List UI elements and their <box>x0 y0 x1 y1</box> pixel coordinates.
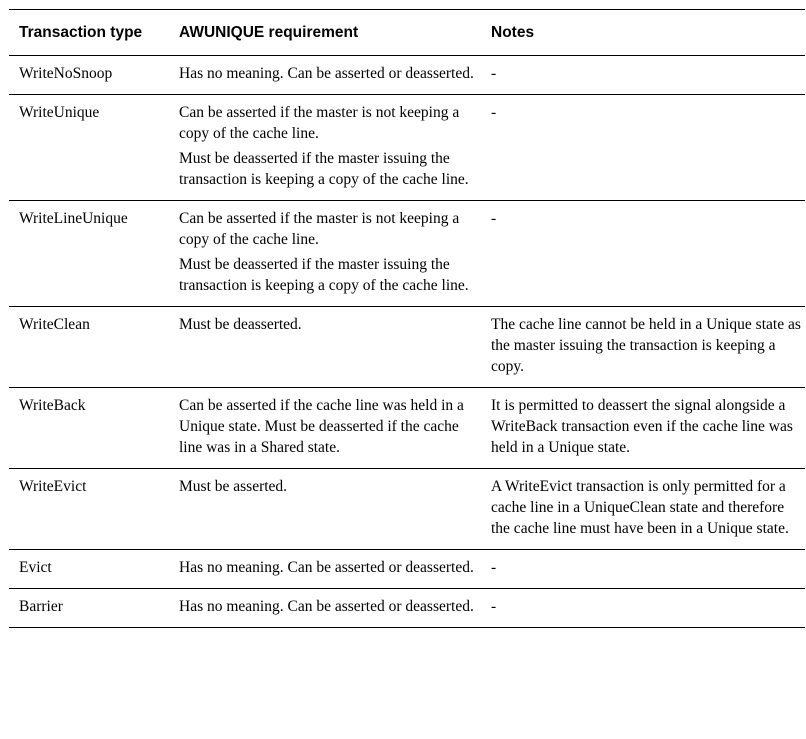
cell-awunique-requirement <box>169 550 481 589</box>
requirement-paragraph: Can be asserted if the master is not keeping a copy of the cache line. <box>179 104 460 142</box>
requirement-paragraph: Can be asserted if the master is not keeping a copy of the cache line. <box>179 210 460 248</box>
table-row <box>9 95 805 201</box>
cell-awunique-requirement <box>169 56 481 95</box>
cell-awunique-requirement <box>169 307 481 388</box>
table-row <box>9 201 805 307</box>
requirement-paragraph: Has no meaning. Can be asserted or deasserted. <box>179 559 474 576</box>
cell-transaction-type: WriteEvict <box>9 469 169 550</box>
header-awunique-requirement: AWUNIQUE requirement <box>169 10 481 56</box>
requirement-paragraph: Must be deasserted if the master issuing the transaction is keeping a copy of the cache line. <box>179 256 469 294</box>
requirement-paragraph: Must be deasserted if the master issuing the transaction is keeping a copy of the cache line. <box>179 150 469 188</box>
cell-transaction-type: WriteBack <box>9 388 169 469</box>
table-header <box>9 10 805 56</box>
cell-notes: The cache line cannot be held in a Unique state as the master issuing the transaction is keeping a copy. <box>481 307 805 388</box>
cell-transaction-type: Barrier <box>9 589 169 628</box>
table-row <box>9 56 805 95</box>
cell-notes: - <box>481 201 805 307</box>
cell-awunique-requirement <box>169 95 481 201</box>
cell-transaction-type: WriteUnique <box>9 95 169 201</box>
awunique-table <box>9 9 805 628</box>
cell-notes: - <box>481 56 805 95</box>
header-row <box>9 10 805 56</box>
cell-awunique-requirement <box>169 388 481 469</box>
cell-notes: It is permitted to deassert the signal alongside a WriteBack transaction even if the cache line was held in a Unique state. <box>481 388 805 469</box>
cell-transaction-type: WriteClean <box>9 307 169 388</box>
requirement-paragraph: Must be deasserted. <box>179 316 302 333</box>
cell-awunique-requirement <box>169 469 481 550</box>
requirement-paragraph: Must be asserted. <box>179 478 288 495</box>
cell-notes: - <box>481 550 805 589</box>
cell-notes: - <box>481 589 805 628</box>
table-row <box>9 307 805 388</box>
table-body <box>9 56 805 628</box>
requirement-paragraph: Has no meaning. Can be asserted or deasserted. <box>179 598 474 615</box>
cell-awunique-requirement <box>169 589 481 628</box>
requirement-paragraph: Can be asserted if the cache line was held in a Unique state. Must be deasserted if the cache line was in a Shared state. <box>179 397 464 456</box>
cell-transaction-type: WriteLineUnique <box>9 201 169 307</box>
table-row <box>9 469 805 550</box>
cell-awunique-requirement <box>169 201 481 307</box>
table-row <box>9 388 805 469</box>
header-transaction-type: Transaction type <box>9 10 169 56</box>
cell-transaction-type: Evict <box>9 550 169 589</box>
header-notes: Notes <box>481 10 805 56</box>
requirement-paragraph: Has no meaning. Can be asserted or deasserted. <box>179 65 474 82</box>
cell-notes: A WriteEvict transaction is only permitted for a cache line in a UniqueClean state and therefore the cache line must have been in a Unique state. <box>481 469 805 550</box>
table-row <box>9 550 805 589</box>
cell-transaction-type: WriteNoSnoop <box>9 56 169 95</box>
cell-notes: - <box>481 95 805 201</box>
table-row <box>9 589 805 628</box>
